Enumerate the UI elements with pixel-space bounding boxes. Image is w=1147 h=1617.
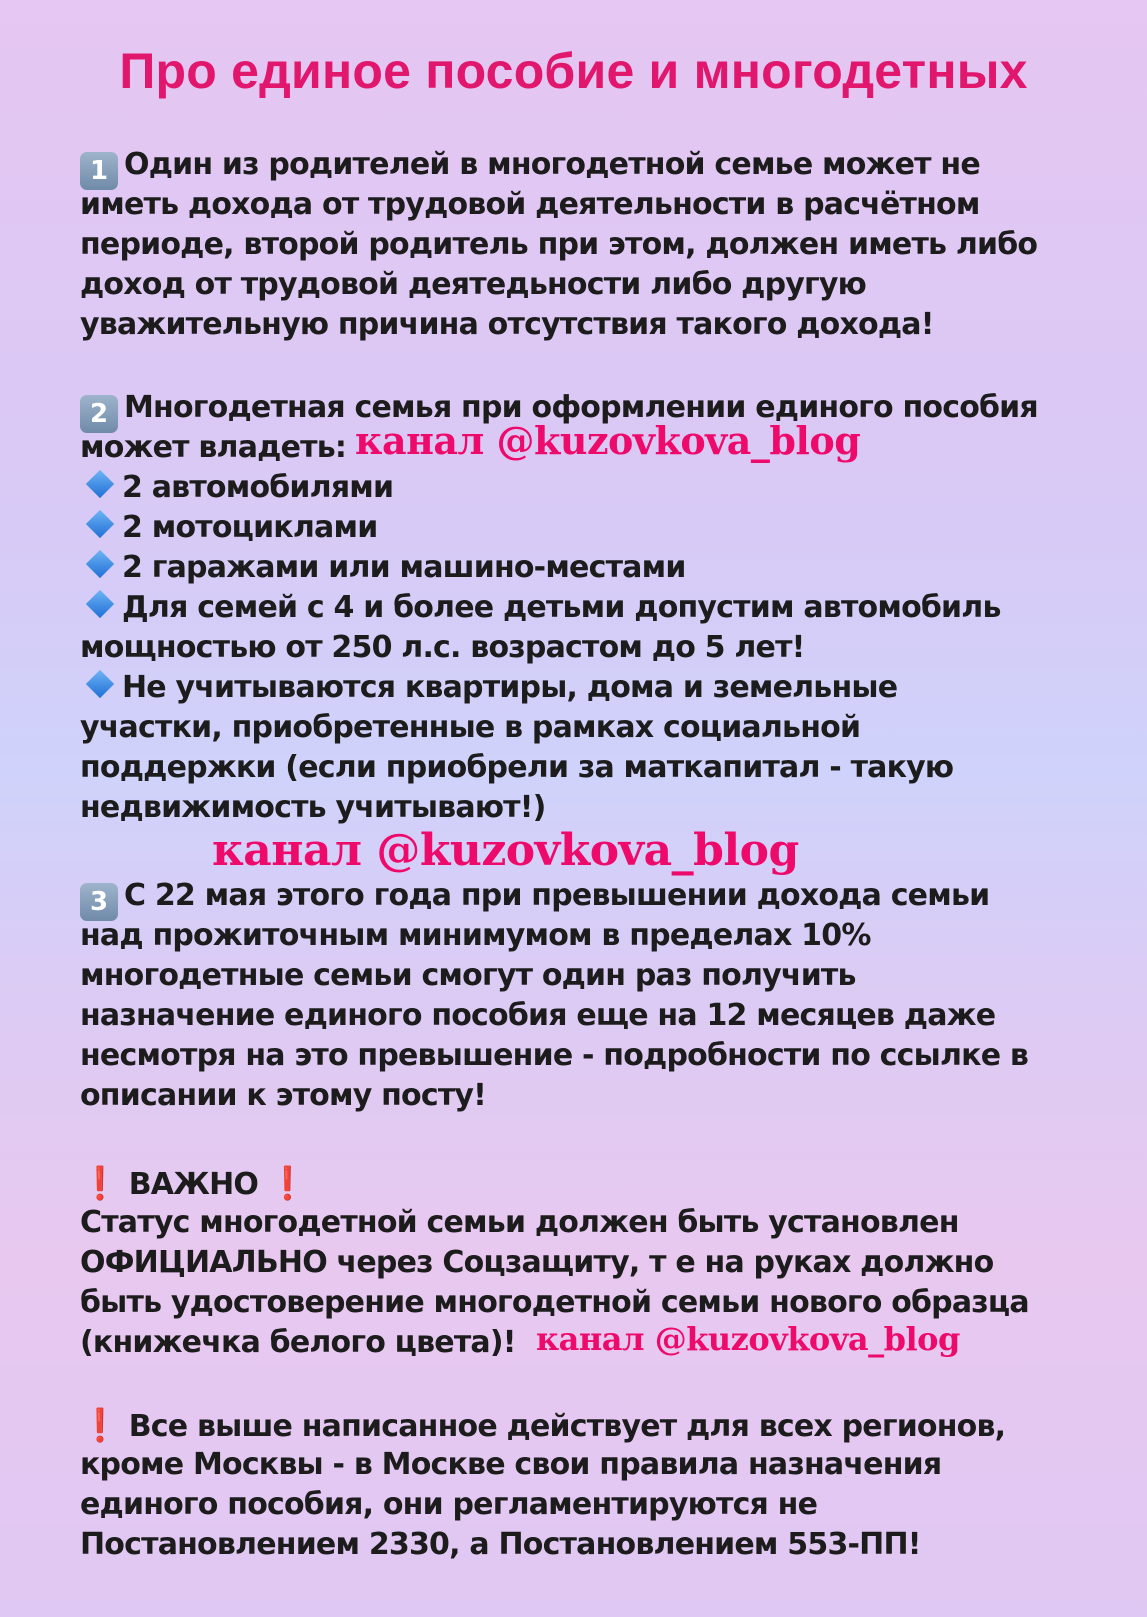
page-title: Про единое пособие и многодетных (119, 43, 1028, 99)
watermark-text: канал @kuzovkova_blog (536, 1320, 960, 1358)
keycap-3-icon: 3 (80, 883, 118, 921)
watermark-text: канал @kuzovkova_blog (355, 418, 861, 463)
section-3: 3 С 22 мая этого года при превышении дохода семьи над прожиточным минимумом в пределах 10% многодетные семьи смогут один раз получить назначение единого пособия еще на 12 месяцев даже несмотря на это превышение - подробности по ссылке в описании к этому посту! (80, 878, 1029, 1113)
important-heading: ВАЖНО (128, 1167, 259, 1202)
red-exclamation-icon: ❗ (267, 1164, 307, 1202)
blue-diamond-icon (86, 590, 114, 618)
blue-diamond-icon (86, 510, 114, 538)
keycap-1-icon: 1 (80, 152, 118, 190)
blue-diamond-icon (86, 470, 114, 498)
red-exclamation-icon: ❗ (80, 1406, 120, 1444)
important-block: ❗ ВАЖНО ❗ Статус многодетной семьи должен быть установлен ОФИЦИАЛЬНО через Соцзащиту, т е на руках должно быть удостоверение многодетной семьи нового образца (книжечка белого цвета)! (80, 1164, 1029, 1360)
red-exclamation-icon: ❗ (80, 1164, 120, 1202)
watermark-text: канал @kuzovkova_blog (212, 825, 799, 876)
section-1: 1 Один из родителей в многодетной семье может не иметь дохода от трудовой деятельности в расчётном периоде, второй родитель при этом, должен иметь либо доход от трудовой деятедьности либо другую уважительную причина отсутствия такого дохода! (80, 147, 1038, 342)
section-2: 2 Многодетная семья при оформлении единого пособия может владеть: 2 автомобилями 2 мотоциклами 2 гаражами или машино-местами Для семей с 4 и более детьми допустим автомобиль мощностью от 250 л.с. возрастом до 5 лет! Не учитываются квартиры, дома и земельные участки, приобретенные в рамках социальной поддержки (если приобрели за маткапитал - такую недвижимость учитывают!) (80, 390, 1038, 825)
blue-diamond-icon (86, 550, 114, 578)
note-block: ❗ Все выше написанное действует для всех регионов, кроме Москвы - в Москве свои правила назначения единого пособия, они регламентируются не Постановлением 2330, а Постановлением 553-ПП! (80, 1406, 1006, 1562)
blue-diamond-icon (86, 670, 114, 698)
keycap-2-icon: 2 (80, 395, 118, 433)
